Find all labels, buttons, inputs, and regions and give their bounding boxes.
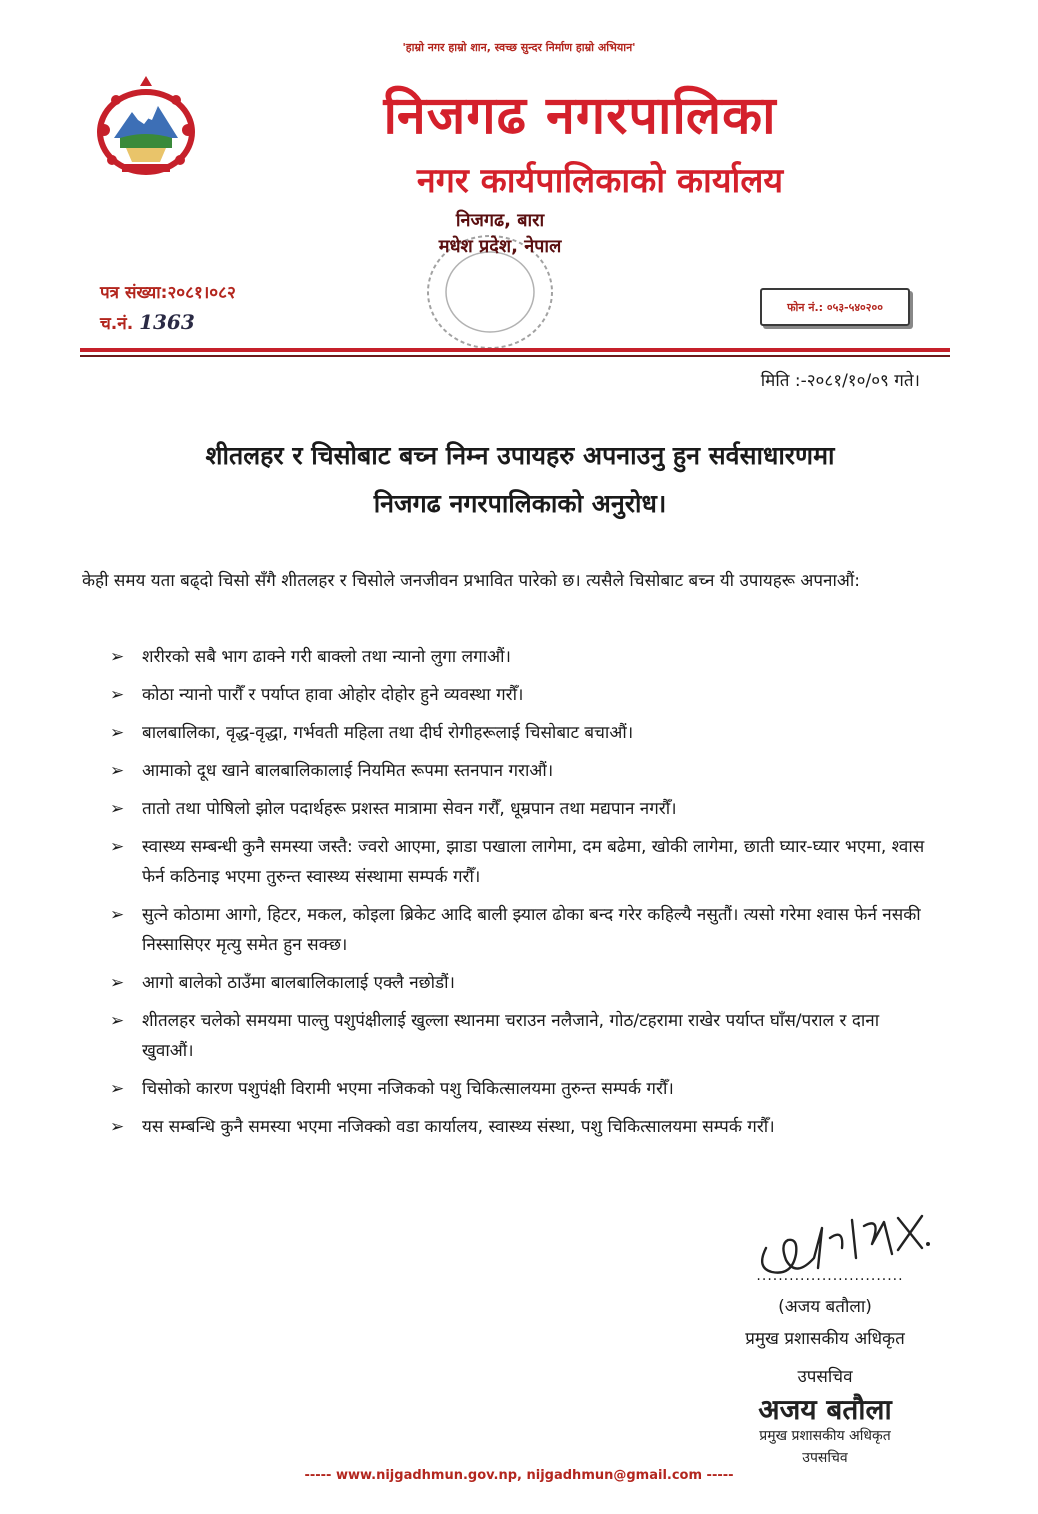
signatory-rank: उपसचिव: [797, 1367, 853, 1387]
list-item-text: चिसोको कारण पशुपंक्षी विरामी भएमा नजिकको पशु चिकित्सालयमा तुरुन्त सम्पर्क गरौँ।: [142, 1079, 674, 1099]
location-province: मधेश प्रदेश, नेपाल: [438, 236, 562, 257]
arrow-bullet-icon: ➢: [110, 973, 125, 993]
list-item-text: बालबालिका, वृद्ध-वृद्धा, गर्भवती महिला तथा दीर्घ रोगीहरूलाई चिसोबाट बचाऔं।: [142, 723, 634, 743]
arrow-bullet-icon: ➢: [110, 837, 125, 857]
footer-contact: ----- www.nijgadhmun.gov.np, nijgadhmun@gmail.com -----: [304, 1468, 734, 1483]
location-district: निजगढ, बारा: [455, 210, 545, 231]
list-item: [110, 1006, 930, 1066]
phone-box: [760, 288, 910, 326]
list-item-text: आमाको दूध खाने बालबालिकालाई नियमित रूपमा स्तनपान गराऔं।: [142, 761, 554, 781]
list-item: [110, 680, 930, 710]
intro-paragraph: केही समय यता बढ्दो चिसो सँगै शीतलहर र चिसोले जनजीवन प्रभावित पारेको छ। त्यसैले चिसोबाट बच्न यी उपायहरू अपनाऔं:: [82, 571, 860, 591]
list-item: [110, 718, 930, 748]
list-item-text: शीतलहर चलेको समयमा पाल्तु पशुपंक्षीलाई खुल्ला स्थानमा चराउन नलैजाने, गोठ/टहरामा राखेर पर्याप्त घाँस/पराल र दाना खुवाऔं।: [142, 1011, 880, 1061]
reference-number: [100, 280, 236, 303]
notice-heading: [60, 432, 980, 528]
heading-line-2: निजगढ नगरपालिकाको अनुरोध।: [373, 489, 667, 518]
list-item: [110, 794, 930, 824]
arrow-bullet-icon: ➢: [110, 723, 125, 743]
list-item-text: शरीरको सबै भाग ढाक्ने गरी बाक्लो तथा न्यानो लुगा लगाऔं।: [142, 647, 511, 667]
name-stamp-rank: उपसचिव: [802, 1450, 848, 1466]
dispatch-label: च.नं.: [100, 314, 134, 334]
office-location: [400, 208, 600, 260]
list-item: [110, 832, 930, 892]
dispatch-number: [100, 310, 195, 334]
list-item-text: यस सम्बन्धि कुनै समस्या भएमा नजिक्को वडा कार्यालय, स्वास्थ्य संस्था, पशु चिकित्सालयमा सम्पर्क गरौँ।: [142, 1117, 775, 1137]
signature-line: ...........................: [756, 1268, 904, 1284]
phone-label: फोन नं.:: [787, 300, 824, 314]
reference-value: २०८१।०८२: [167, 283, 236, 303]
header-slogan: 'हाम्रो नगर हाम्रो शान, स्वच्छ सुन्दर निर्माण हाम्रो अभियान': [402, 41, 636, 54]
letter-date: मिति :-२०८१/१०/०९ गते।: [760, 371, 920, 391]
reference-label: पत्र संख्या:: [100, 283, 168, 303]
list-item: [110, 1074, 930, 1104]
name-stamp-name: अजय बतौला: [758, 1393, 892, 1426]
name-stamp-title: प्रमुख प्रशासकीय अधिकृत: [759, 1428, 891, 1444]
arrow-bullet-icon: ➢: [110, 1117, 125, 1137]
arrow-bullet-icon: ➢: [110, 685, 125, 705]
list-item-text: कोठा न्यानो पारौँ र पर्याप्त हावा ओहोर दोहोर हुने व्यवस्था गरौँ।: [142, 685, 524, 705]
dispatch-value: 1363: [139, 310, 195, 334]
arrow-bullet-icon: ➢: [110, 799, 125, 819]
list-item: [110, 756, 930, 786]
list-item: [110, 968, 930, 998]
list-item: [110, 642, 930, 672]
phone-value: ०५३-५४०२००: [826, 300, 883, 314]
list-item-text: सुत्ने कोठामा आगो, हिटर, मकल, कोइला ब्रिकेट आदि बाली झ्याल ढोका बन्द गरेर कहिल्यै नसुतौं। त्यसो गरेमा श्वास फेर्न नसकी निस्सासिएर मृत्यु समेत हुन सक्छ।: [142, 905, 921, 955]
header-divider-dark: [80, 355, 950, 357]
list-item-text: तातो तथा पोषिलो झोल पदार्थहरू प्रशस्त मात्रामा सेवन गरौँ, धूम्रपान तथा मद्यपान नगरौँ।: [142, 799, 677, 819]
office-name: नगर कार्यपालिकाको कार्यालय: [416, 161, 784, 201]
header-divider-red: [80, 348, 950, 352]
arrow-bullet-icon: ➢: [110, 1079, 125, 1099]
list-item: [110, 900, 930, 960]
signatory-name: (अजय बतौला): [778, 1297, 872, 1317]
list-item-text: स्वास्थ्य सम्बन्धी कुनै समस्या जस्तै: ज्वरो आएमा, झाडा पखाला लागेमा, दम बढेमा, खोकी लागेमा, छाती घ्यार-घ्यार भएमा, श्वास फेर्न कठिनाइ भएमा तुरुन्त स्वास्थ्य संस्थामा सम्पर्क गरौँ।: [142, 837, 925, 887]
advice-list: [110, 642, 930, 1150]
nepal-government-emblem-icon: [86, 72, 206, 184]
heading-line-1: शीतलहर र चिसोबाट बच्न निम्न उपायहरु अपनाउनु हुन सर्वसाधारणमा: [205, 441, 835, 470]
arrow-bullet-icon: ➢: [110, 1011, 125, 1031]
organization-name: निजगढ नगरपालिका: [383, 86, 777, 146]
signatory-title: प्रमुख प्रशासकीय अधिकृत: [745, 1329, 905, 1349]
list-item-text: आगो बालेको ठाउँमा बालबालिकालाई एक्लै नछोडौं।: [142, 973, 455, 993]
arrow-bullet-icon: ➢: [110, 905, 125, 925]
arrow-bullet-icon: ➢: [110, 647, 125, 667]
arrow-bullet-icon: ➢: [110, 761, 125, 781]
list-item: [110, 1112, 930, 1142]
